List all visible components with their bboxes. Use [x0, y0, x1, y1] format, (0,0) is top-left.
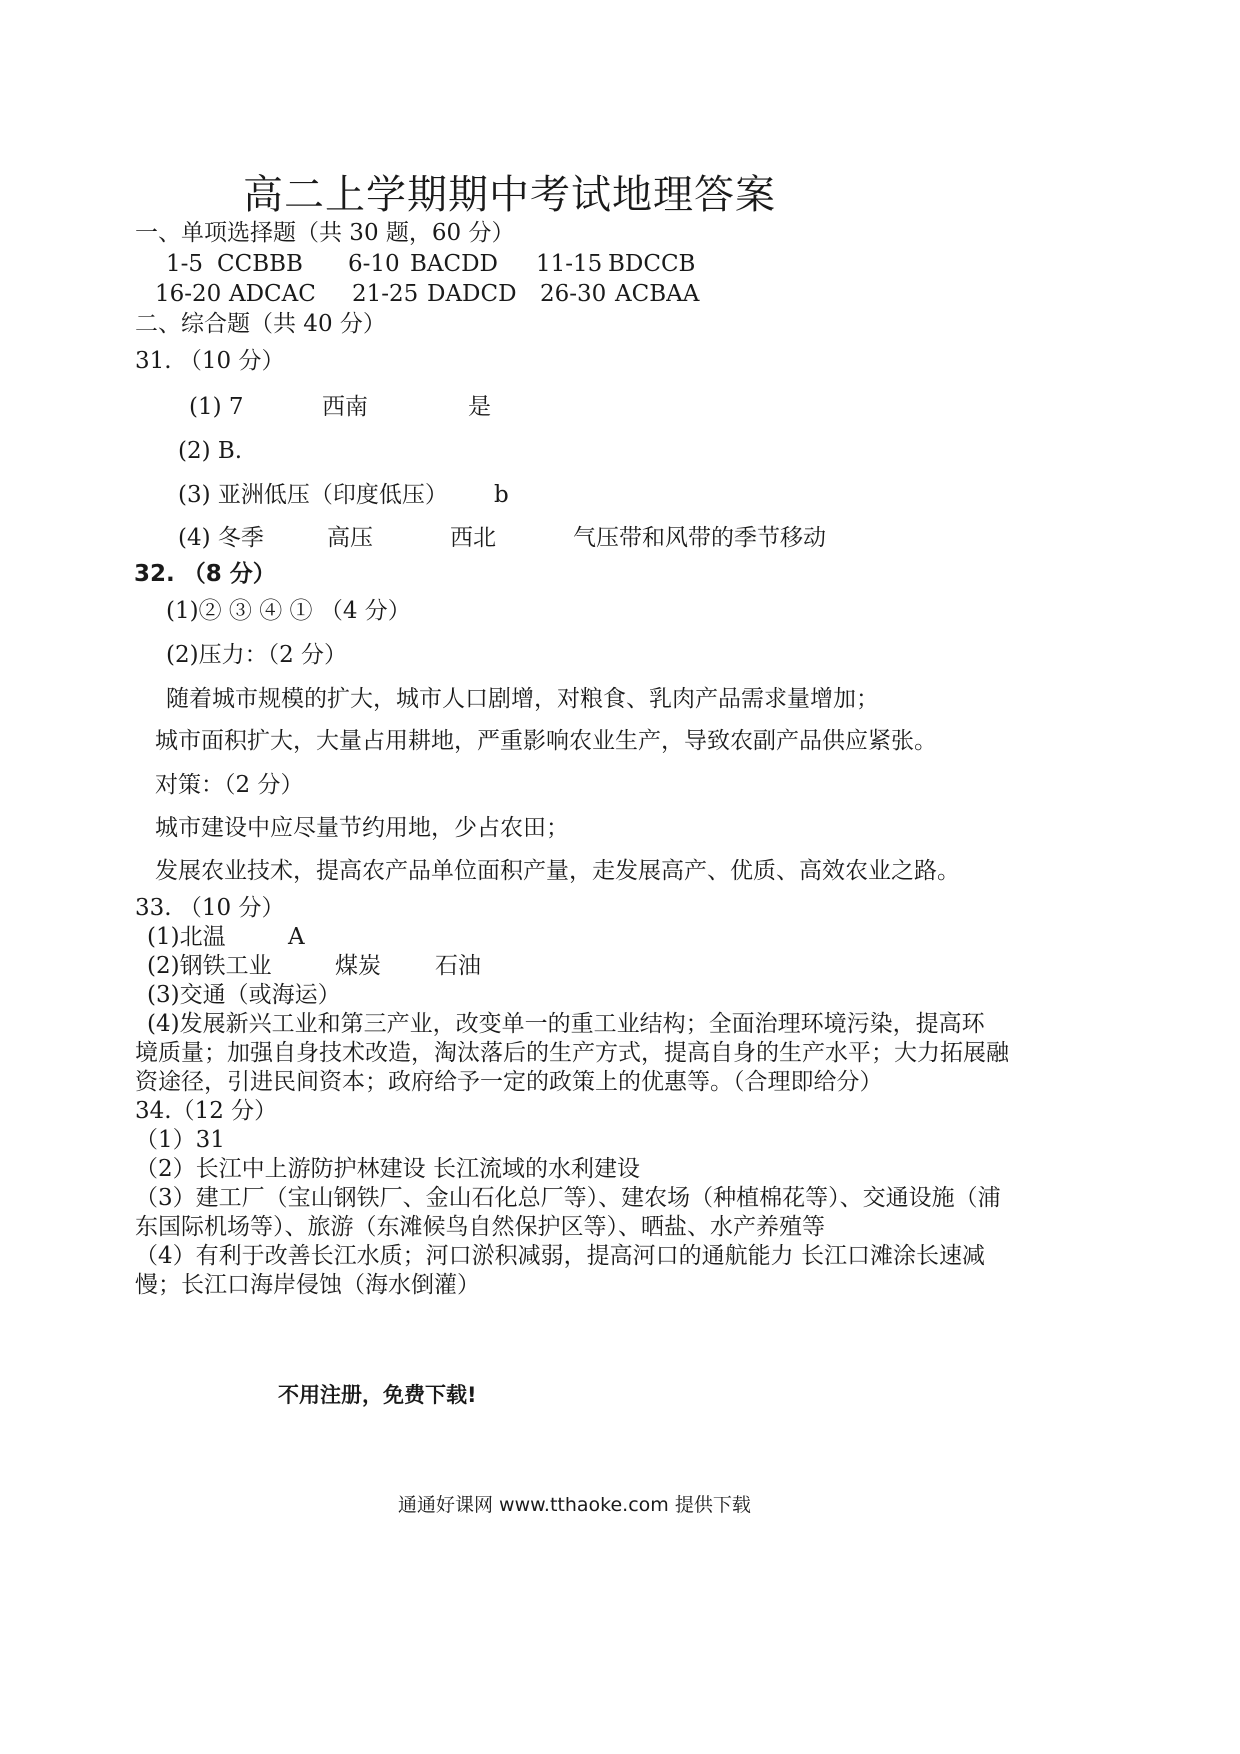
q34-answer-4-line2: 慢；长江口海岸侵蚀（海水倒灌） — [135, 1272, 480, 1298]
q34-answer-3-line1: （3）建工厂（宝山钢铁厂、金山石化总厂等）、建农场（种植棉花等）、交通设施（浦 — [135, 1185, 1001, 1211]
answer-letters: ACBAA — [615, 281, 700, 307]
q34-heading: 34.（12 分） — [135, 1098, 278, 1124]
q32-paragraph-3: 城市建设中应尽量节约用地，少占农田； — [155, 815, 569, 841]
q32-answer-3: 对策：（2 分） — [155, 772, 304, 798]
q31-answer-4a: (4) 冬季 — [178, 525, 264, 551]
answer-range: 6-10 — [348, 251, 400, 277]
answer-range: 21-25 — [352, 281, 419, 307]
answer-range: 26-30 — [540, 281, 607, 307]
q31-heading: 31. （10 分） — [135, 348, 285, 374]
answer-letters: CCBBB — [217, 251, 303, 277]
q31-answer-4c: 西北 — [450, 525, 496, 551]
answer-letters: BDCCB — [608, 251, 696, 277]
answer-letters: ADCAC — [229, 281, 316, 307]
q32-paragraph-2: 城市面积扩大，大量占用耕地，严重影响农业生产，导致农副产品供应紧张。 — [155, 728, 937, 754]
q32-answer-2: (2)压力：（2 分） — [166, 642, 348, 668]
q31-answer-3b: b — [494, 482, 509, 508]
q31-answer-2: (2) B. — [178, 438, 243, 464]
q32-answer-1: (1)② ③ ④ ① （4 分） — [166, 598, 411, 624]
q33-answer-4-line2: 境质量；加强自身技术改造，淘汰落后的生产方式，提高自身的生产水平；大力拓展融 — [135, 1040, 1009, 1066]
answer-letters: BACDD — [410, 251, 498, 277]
q34-answer-3-line2: 东国际机场等）、旅游（东滩候鸟自然保护区等）、晒盐、水产养殖等 — [135, 1214, 825, 1240]
page-title: 高二上学期期中考试地理答案 — [243, 172, 776, 218]
q32-heading: 32. （8 分） — [134, 561, 276, 587]
answer-range: 11-15 — [536, 251, 603, 277]
q33-answer-4-line3: 资途径，引进民间资本；政府给予一定的政策上的优惠等。（合理即给分） — [135, 1069, 883, 1095]
q34-answer-1: （1）31 — [135, 1127, 225, 1153]
q32-paragraph-1: 随着城市规模的扩大，城市人口剧增，对粮食、乳肉产品需求量增加； — [166, 686, 879, 712]
q33-answer-2a: (2)钢铁工业 — [147, 953, 272, 979]
q33-answer-1a: (1)北温 — [147, 924, 226, 950]
q33-answer-2b: 煤炭 — [335, 953, 381, 979]
answer-range: 16-20 — [155, 281, 222, 307]
q33-answer-1b: A — [288, 924, 305, 950]
section2-heading: 二、综合题（共 40 分） — [135, 311, 386, 337]
q31-answer-1b: 西南 — [322, 394, 368, 420]
download-note: 不用注册，免费下载! — [278, 1383, 477, 1407]
q33-answer-2c: 石油 — [435, 953, 481, 979]
q31-answer-3a: (3) 亚洲低压（印度低压） — [178, 482, 448, 508]
q32-paragraph-4: 发展农业技术，提高农产品单位面积产量，走发展高产、优质、高效农业之路。 — [155, 858, 960, 884]
answer-range: 1-5 — [166, 251, 204, 277]
q31-answer-1c: 是 — [468, 394, 491, 420]
page-footer: 通通好课网 www.tthaoke.com 提供下载 — [398, 1494, 751, 1516]
q34-answer-4-line1: （4）有利于改善长江水质；河口淤积减弱，提高河口的通航能力 长江口滩涂长速减 — [135, 1243, 985, 1269]
q33-heading: 33. （10 分） — [135, 895, 285, 921]
answer-letters: DADCD — [427, 281, 517, 307]
q34-answer-2: （2）长江中上游防护林建设 长江流域的水利建设 — [135, 1156, 640, 1182]
q33-answer-3: (3)交通（或海运） — [147, 982, 341, 1008]
q31-answer-4d: 气压带和风带的季节移动 — [573, 525, 826, 551]
section1-heading: 一、单项选择题（共 30 题，60 分） — [135, 220, 515, 246]
q31-answer-4b: 高压 — [327, 525, 373, 551]
q33-answer-4-line1: (4)发展新兴工业和第三产业，改变单一的重工业结构；全面治理环境污染，提高环 — [147, 1011, 985, 1037]
q31-answer-1a: (1) 7 — [189, 394, 244, 420]
